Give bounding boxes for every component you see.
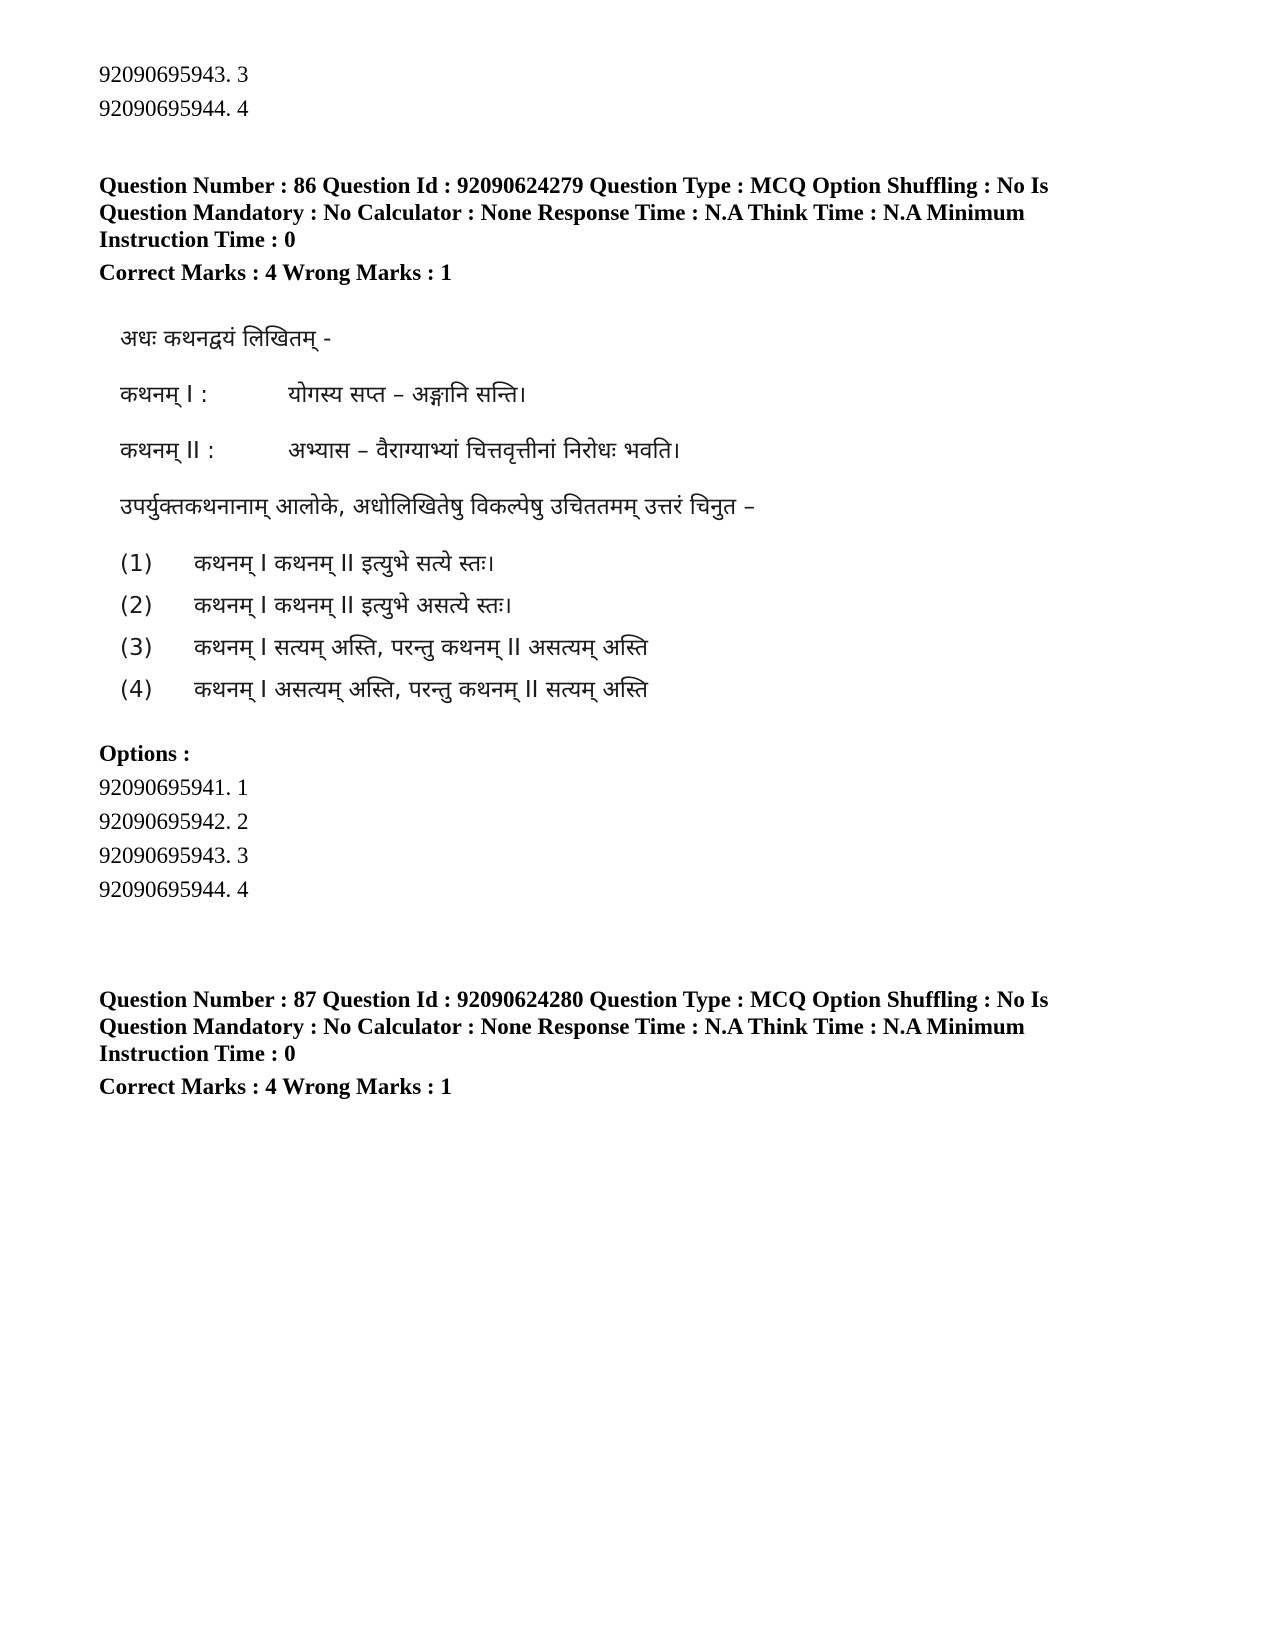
choice-text: कथनम् I असत्यम् अस्ति, परन्तु कथनम् II सत्यम् अस्ति xyxy=(194,677,648,703)
choice-item xyxy=(120,674,648,706)
question-intro: अधः कथनद्वयं लिखितम् - xyxy=(120,326,332,352)
choice-number: (2) xyxy=(120,593,153,619)
question-header-line: Question Number : 87 Question Id : 92090624280 Question Type : MCQ Option Shuffling : No Is xyxy=(99,987,1049,1012)
question-prompt: उपर्युक्तकथनानाम् आलोके, अधोलिखितेषु विकल्पेषु उचिततमम् उत्तरं चिनुत – xyxy=(120,494,755,520)
statement-1 xyxy=(120,379,526,411)
question-header-line: Question Mandatory : No Calculator : None Response Time : N.A Think Time : N.A Minimum xyxy=(99,200,1025,225)
choice-text: कथनम् I कथनम् II इत्युभे असत्ये स्तः। xyxy=(194,593,512,619)
option-line: 92090695944. 4 xyxy=(99,877,249,902)
statement-2 xyxy=(120,435,680,467)
statement-2-text: अभ्यास – वैराग्याभ्यां चित्तवृत्तीनां निरोधः भवति। xyxy=(288,438,681,464)
choice-number: (1) xyxy=(120,551,153,577)
statement-1-text: योगस्य सप्त – अङ्गानि सन्ति। xyxy=(288,382,527,408)
choice-item xyxy=(120,548,494,580)
option-line: 92090695943. 3 xyxy=(99,62,249,87)
marks-line: Correct Marks : 4 Wrong Marks : 1 xyxy=(99,1074,452,1099)
question-header-line: Question Mandatory : No Calculator : None Response Time : N.A Think Time : N.A Minimum xyxy=(99,1014,1025,1039)
question-header-line: Question Number : 86 Question Id : 92090624279 Question Type : MCQ Option Shuffling : No Is xyxy=(99,173,1049,198)
option-line: 92090695941. 1 xyxy=(99,775,249,800)
choice-item xyxy=(120,590,512,622)
choice-text: कथनम् I कथनम् II इत्युभे सत्ये स्तः। xyxy=(194,551,495,577)
choice-text: कथनम् I सत्यम् अस्ति, परन्तु कथनम् II असत्यम् अस्ति xyxy=(194,635,648,661)
option-line: 92090695944. 4 xyxy=(99,96,249,121)
choice-item xyxy=(120,632,648,664)
option-line: 92090695943. 3 xyxy=(99,843,249,868)
choice-number: (3) xyxy=(120,635,153,661)
option-line: 92090695942. 2 xyxy=(99,809,249,834)
options-label: Options : xyxy=(99,741,191,766)
question-header-line: Instruction Time : 0 xyxy=(99,1041,296,1066)
marks-line: Correct Marks : 4 Wrong Marks : 1 xyxy=(99,260,452,285)
choice-number: (4) xyxy=(120,677,153,703)
statement-2-label: कथनम् II : xyxy=(120,438,215,464)
question-header-line: Instruction Time : 0 xyxy=(99,227,296,252)
statement-1-label: कथनम् I : xyxy=(120,382,209,408)
